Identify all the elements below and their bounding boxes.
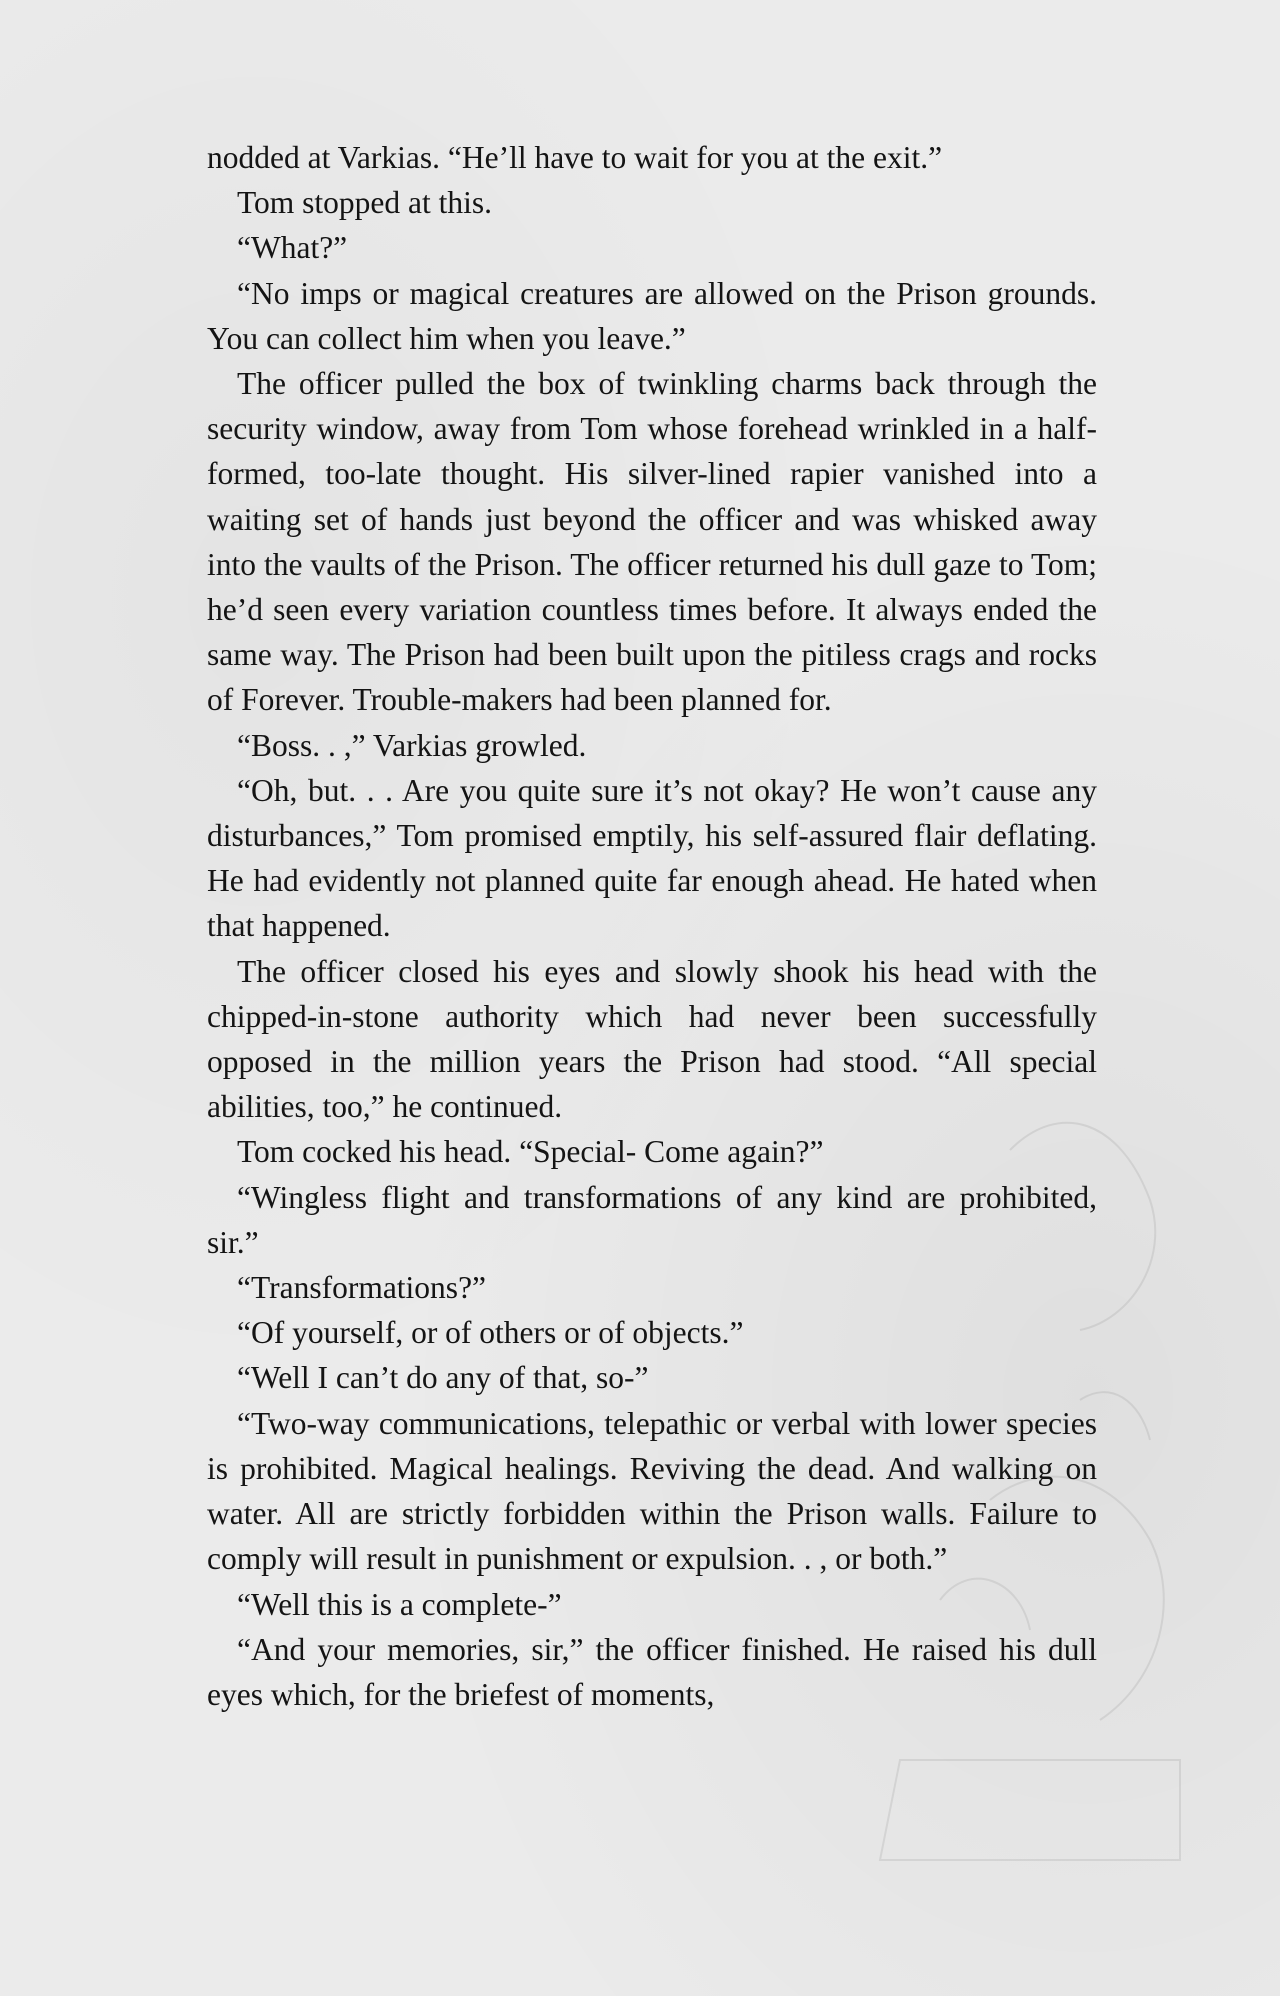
paragraph-10: “Wingless flight and transformations of any kind are prohibited, sir.” [207,1179,1097,1260]
paragraph-14: “Two-way communications, telepathic or verbal with lower species is prohibited. Magical healings. Reviving the dead. And walking on water. All are strictly forbidden within the Prison walls. Failure to comply will result in punishment or expulsion. . , or both.” [207,1405,1097,1577]
paragraph-2: Tom stopped at this. [237,185,493,221]
paragraph-4: “No imps or magical creatures are allowed on the Prison grounds. You can collect him when you leave.” [207,275,1097,356]
paragraph-6: “Boss. . ,” Varkias growled. [237,727,587,763]
paragraph-5: The officer pulled the box of twinkling charms back through the security window, away from Tom whose forehead wrinkled in a half-formed, too-late thought. His silver-lined rapier vanished into a waiting set of hands just beyond the officer and was whisked away into the vaults of the Prison. The officer returned his dull gaze to Tom; he’d seen every variation countless times before. It always ended the same way. The Prison had been built upon the pitiless crags and rocks of Forever. Trouble-makers had been planned for. [207,366,1097,718]
paragraph-7: “Oh, but. . . Are you quite sure it’s not okay? He won’t cause any disturbances,” Tom promised emptily, his self-assured flair deflating. He had evidently not planned quite far enough ahead. He hated when that happened. [207,772,1097,944]
page-text [207,135,1097,1717]
paragraph-8: The officer closed his eyes and slowly shook his head with the chipped-in-stone authority which had never been successfully opposed in the million years the Prison had stood. “All special abilities, too,” he continued. [207,953,1097,1125]
paragraph-9: Tom cocked his head. “Special- Come again?” [237,1134,824,1170]
paragraph-15: “Well this is a complete-” [237,1586,562,1622]
paragraph-13: “Well I can’t do any of that, so-” [237,1360,649,1396]
paragraph-12: “Of yourself, or of others or of objects.” [237,1315,744,1351]
paragraph-11: “Transformations?” [237,1270,487,1306]
paragraph-16: “And your memories, sir,” the officer finished. He raised his dull eyes which, for the briefest of moments, [207,1631,1097,1712]
paragraph-1: nodded at Varkias. “He’ll have to wait for you at the exit.” [207,140,943,175]
paragraph-3: “What?” [237,230,348,266]
